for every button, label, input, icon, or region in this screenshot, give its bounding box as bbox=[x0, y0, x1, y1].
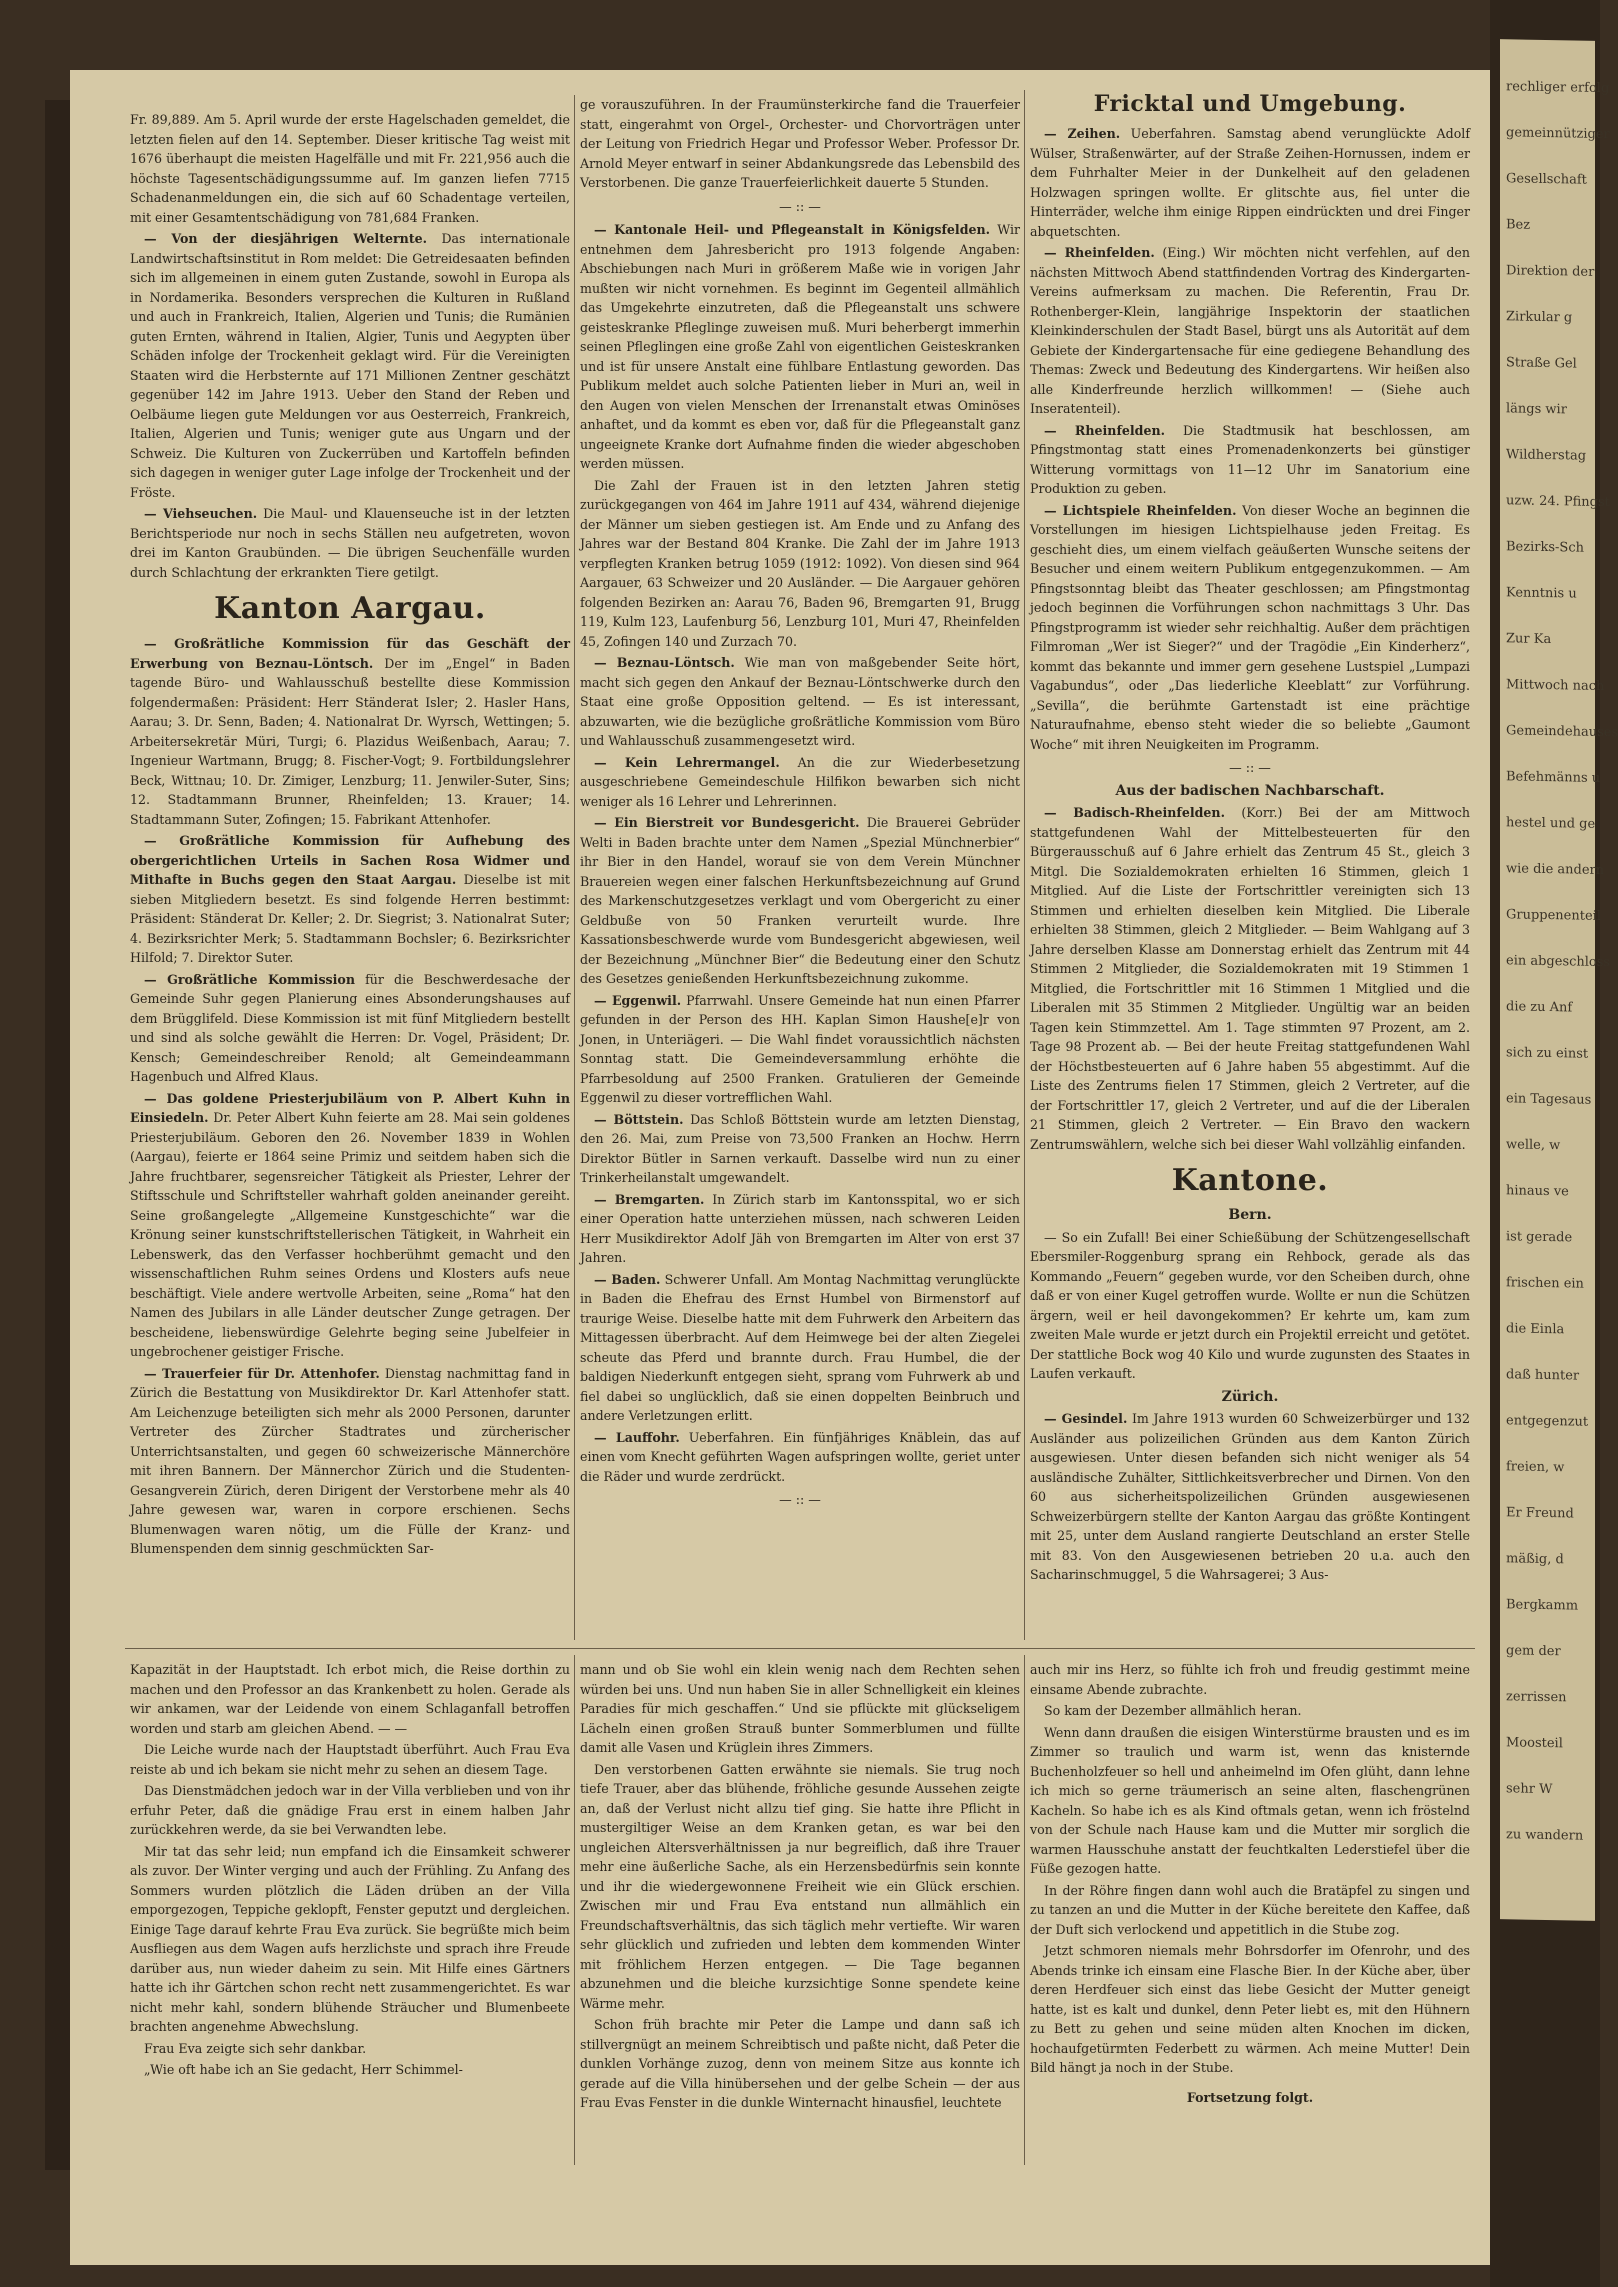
edge-text-fragment: welle, w bbox=[1506, 1137, 1561, 1154]
article-world-harvest bbox=[130, 229, 570, 502]
article-hail: Fr. 89,889. Am 5. April wurde der erste Hagelschaden gemeldet, die letzten fielen auf den 14. September. Dieser kritische Tag weist mit 1676 überhaupt die meisten Hagelfälle und mit Fr. 221,956 auch die höchste Tagesentschädigungssumme auf. Im ganzen liefen 7715 Schadenanmeldungen ein, die sich auf 60 Schadentage verteilen, mit einer Gesamtentschädigung von 781,684 Franken. bbox=[130, 112, 570, 225]
feuilleton-column-2 bbox=[580, 1660, 1020, 2165]
story-paragraph: So kam der Dezember allmählich heran. bbox=[1044, 1703, 1302, 1718]
next-page-edge bbox=[1500, 39, 1618, 1921]
column-rule-3 bbox=[574, 1655, 575, 2165]
article-lead: — Viehseuchen. bbox=[144, 506, 258, 521]
story-paragraph: Kapazität in der Hauptstadt. Ich erbot mich, die Reise dorthin zu machen und den Professor an das Krankenbett zu holen. Gerade als wir ankamen, war der Leidende von einem Schlaganfall betroffen worden und starb am gleichen Abend. — — bbox=[130, 1662, 570, 1736]
article-lead: — Von der diesjährigen Welternte. bbox=[144, 231, 428, 246]
edge-text-fragment: zerrissen bbox=[1506, 1689, 1567, 1706]
article-beznau bbox=[580, 653, 1020, 751]
story-paragraph: Den verstorbenen Gatten erwähnte sie niemals. Sie trug noch tiefe Trauer, aber das blühende, fröhliche gesunde Aussehen zeigte an, daß der Verlust nicht allzu tief ging. Sie hatte ihre Pflicht in mustergiltiger Weise an dem Kranken getan, es war bei den ungleichen Altersverhältnissen ja nur begreiflich, daß ihre Trauer mehr eine äußerliche Sache, als ein Herzensbedürfnis sein konnte und ihr die wiedergewonnene Freiheit wie ein Glück erschien. Zwischen mir und Frau Eva entstand nun allmählich ein Freundschaftsverhältnis, das sich täglich mehr vertiefte. Wir waren sehr glücklich und zufrieden und lebten dem kommenden Winter mit fröhlichem Herzen entgegen. — Die Tage begannen abzunehmen und die bleiche kurzsichtige Sonne spendete keine Wärme mehr. bbox=[580, 1761, 1020, 2011]
article-body: Das internationale Landwirtschaftsinstitut in Rom meldet: Die Getreidesaaten befinden sich im allgemeinen in einem guten Zustande, sowohl in Europa als in Nordamerika. Besonders versprechen die Kulturen in Rußland und auch in Frankreich, Italien, Algerien und Tunis; die Rumänien guten Ernten, während in Italien, Algier, Tunis und Aegypten über Schäden infolge der Trockenheit geklagt wird. Für die Vereinigten Staaten wird die Herbsternte auf 171 Millionen Zentner geschätzt gegenüber 142 im Jahre 1913. Ueber den Stand der Reben und Oelbäume liegen gute Meldungen vor aus Oesterreich, Frankreich, Italien, Algerien und Tunis; weniger gute aus Ungarn und der Schweiz. Die Kulturen von Zuckerrüben und Kartoffeln befinden sich dagegen in weniger guter Lage infolge der Trockenheit und der Fröste. bbox=[130, 231, 570, 500]
article-lead: — Zeihen. bbox=[1044, 126, 1121, 141]
article-body: Der im „Engel“ in Baden tagende Büro- und Wahlausschuß bestellte diese Kommission folgendermaßen: Präsident: Herr Ständerat Isler; 2. Hasler Hans, Aarau; 3. Dr. Senn, Baden; 4. Nationalrat Dr. Wyrsch, Wettingen; 5. Arbeitersekretär Müri, Turgi; 6. Plazidus Weißenbach, Aarau; 7. Ingenieur Wartmann, Brugg; 8. Fischer-Vogt; 9. Fortbildungslehrer Beck, Wittnau; 10. Dr. Zimiger, Lenzburg; 11. Jenwiler-Suter, Sins; 12. Stadtammann Brunner, Rheinfelden; 13. Krauer; 14. Stadtammann Suter, Zofingen; 15. Fabrikant Attenhofer. bbox=[130, 655, 571, 827]
article-lead: — Rheinfelden. bbox=[1044, 245, 1155, 260]
article-body: Dienstag nachmittag fand in Zürich die Bestattung von Musikdirektor Dr. Karl Attenhofer statt. Am Leichenzuge beteiligten sich mehr als 2000 Personen, darunter Vertreter des Zürcher Stadtrates und zürcherischer Unterrichtsanstalten, und gegen 60 schweizerische Männerchöre mit ihren Bannern. Der Männerchor Zürich und die Studenten-Gesangverein Zürich, deren Dirigent der Verstorbene mehr als 40 Jahre gewesen war, waren in corpore erschienen. Sechs Blumenwagen waren nötig, um die Fülle der Kranz- und Blumenspenden dem sinnig geschmückten Sar- bbox=[130, 1365, 571, 1556]
article-zuerich-expulsions bbox=[1030, 1409, 1470, 1585]
article-lead: — Das goldene Priesterjubiläum von P. Albert Kuhn in Einsiedeln. bbox=[130, 1090, 570, 1125]
article-lead: — Bremgarten. bbox=[594, 1191, 705, 1207]
article-lead: — Ein Bierstreit vor Bundesgericht. bbox=[594, 815, 860, 830]
separator: — :: — bbox=[779, 198, 821, 214]
story-paragraph: Schon früh brachte mir Peter die Lampe und dann saß ich stillvergnügt an meinem Schreibtisch und paßte nicht, daß Peter die dunklen Vorhänge zuzog, denn von meinem Sitze aus konnte ich gerade auf die Villa hinübersehen und der gelbe Schein — der aus Frau Evas Fenster in die dunkle Winternacht hinausfiel, leuchtete bbox=[580, 2017, 1020, 2110]
article-cinema bbox=[1030, 501, 1470, 755]
article-body: An die zur Wiederbesetzung ausgeschriebene Gemeindeschule Hilfikon bewarben sich nicht weniger als 16 Lehrer und Lehrerinnen. bbox=[580, 754, 1020, 809]
edge-text-fragment: Wildherstag bbox=[1506, 447, 1587, 464]
article-lead: — Badisch-Rheinfelden. bbox=[1044, 805, 1225, 820]
article-lead: — Trauerfeier für Dr. Attenhofer. bbox=[144, 1365, 380, 1381]
column-2 bbox=[580, 95, 1020, 1635]
section-heading-fricktal: Fricktal und Umgebung. bbox=[1093, 91, 1407, 117]
article-lead: — Kantonale Heil- und Pflegeanstalt in Königsfelden. bbox=[594, 222, 991, 237]
article-body: Schwerer Unfall. Am Montag Nachmittag verunglückte in Baden die Ehefrau des Ernst Humbel von Birmenstorf auf traurige Weise. Dieselbe hatte mit dem Fuhrwerk den Arbeitern das Mittagessen überbracht. Auf dem Heimwege bei der alten Ziegelei scheute das Pferd und brannte durch. Frau Humbel, die der baldigen Niederkunft entgegen sieht, sprang vom Fuhrwerk ab und fiel dabei so unglücklich, daß sie einen doppelten Beinbruch und andere Verletzungen erlitt. bbox=[580, 1271, 1020, 1423]
article-lead: — Eggenwil. bbox=[594, 992, 682, 1008]
story-paragraph: „Wie oft habe ich an Sie gedacht, Herr Schimmel- bbox=[144, 2062, 463, 2077]
article-rheinfelden-kindergarten bbox=[1030, 243, 1470, 419]
article-eggenwil bbox=[580, 991, 1020, 1108]
article-koenigsfelden bbox=[580, 220, 1020, 474]
edge-text-fragment: ein abgeschloss bbox=[1506, 953, 1611, 971]
edge-text-fragment: ein Tagesaus bbox=[1506, 1091, 1592, 1108]
article-boettstein bbox=[580, 1110, 1020, 1188]
article-body: Von dieser Woche an beginnen die Vorstellungen im hiesigen Lichtspielhause jeden Freitag. Es geschieht dies, um einem vielfach geäußerten Wunsche seitens der Besucher und einem weitern Publikum entgegenzukommen. — Am Pfingstsonntag bleibt das Theater geschlossen; am Pfingstmontag jedoch beginnen die Vorführungen schon nachmittags 3 Uhr. Das Pfingstprogramm ist wieder sehr reichhaltig. Außer dem prächtigen Filmroman „Wer ist Sieger?“ und der Tragödie „Ein Kinderherz“, kommt das bekannte und immer gern gesehene Lustspiel „Lumpazi Vagabundus“, oder „Das liederliche Kleeblatt“ zur Vorführung. „Sevilla“, die berühmte Gartenstadt ist eine prächtige Naturaufnahme, ebenso steht wieder die so beliebte „Gaumont Woche“ mit ihren Neuigkeiten im Programm. bbox=[1030, 502, 1470, 752]
edge-text-fragment: hinaus ve bbox=[1506, 1183, 1569, 1200]
edge-text-fragment: Er Freund bbox=[1506, 1505, 1574, 1522]
separator: — :: — bbox=[779, 1492, 821, 1507]
edge-text-fragment: Mittwoch nach bbox=[1506, 677, 1605, 694]
section-heading-kantone: Kantone. bbox=[1171, 1163, 1329, 1198]
edge-text-fragment: mäßig, d bbox=[1506, 1551, 1564, 1568]
article-lead: — Rheinfelden. bbox=[1044, 422, 1166, 438]
article-lead: — Baden. bbox=[594, 1271, 661, 1287]
article-body: (Korr.) Bei der am Mittwoch stattgefundenen Wahl der Mittelbesteuerten für den Bürgerausschuß auf 6 Jahre erhielt das Zentrum 45 St., gleich 3 Mitgl. Die Sozialdemokraten erhielten 16 Stimmen, gleich 1 Mitglied. Auf die Liste der Fortschrittler vereinigten sich 13 Stimmen und erhielten dieselben kein Mitglied. Die Liberale erhielten 38 Stimmen, gleich 2 Mitglieder. — Beim Wahlgang auf 3 Jahre derselben Klasse am Donnerstag erhielt das Zentrum mit 44 Stimmen 2 Mitglieder, die Sozialdemokraten mit 19 Stimmen 1 Mitglied, die Fortschrittler mit 16 Stimmen 1 Mitglied und die Liberalen mit 35 Stimmen 2 Mitglieder. Ungültig war an beiden Tagen kein Stimmzettel. Am 1. Tage stimmten 97 Prozent, am 2. Tage 98 Prozent ab. — Bei der heute Freitag stattgefundenen Wahl der Höchstbesteuerten auf 6 Jahre haben 55 abgestimmt. Auf die Liste des Zentrums fielen 17 Stimmen, gleich 2 Vertreter, auf die der Fortschrittler 17, gleich 2 Vertreter, und auf die der Liberalen 21 Stimmen, gleich 2 Vertreter. — Ein Bravo den wackern Zentrumswählern, welche sich bei dieser Wahl vollzählig einfanden. bbox=[1030, 805, 1470, 1152]
article-body: Wir entnehmen dem Jahresbericht pro 1913 folgende Angaben: Abschiebungen nach Muri in größerem Maße wie in vorigen Jahr mußten wir nicht vornehmen. Es beginnt im Gegenteil allmählich das Umgekehrte einzutreten, daß die Pflegeanstalt uns schwere geisteskranke Pfleglinge zuweisen muß. Muri beherbergt immerhin seinen Pfleglingen eine große Zahl von eigentlichen Geisteskranken und ist für unsere Anstalt eine fühlbare Entlastung geworden. Das Publikum meldet auch solche Patienten lieber in Muri an, weil in den Augen von vielen Menschen der Irrenanstalt etwas Ominöses anhaftet, und da kommt es eben vor, daß für die Pflegeanstalt ganz ungeeignete Kranke dort Aufnahme finden die wieder abgeschoben werden müssen. bbox=[580, 222, 1020, 471]
article-body: Die Stadtmusik hat beschlossen, am Pfingstmontag statt eines Promenadenkonzerts bei günstiger Witterung vormittags von 11—12 Uhr im Sanatorium eine Produktion zu geben. bbox=[1030, 422, 1470, 496]
article-body: Dieselbe ist mit sieben Mitgliedern besetzt. Es sind folgende Herren bestimmt: Präsident: Ständerat Dr. Keller; 2. Dr. Siegrist; 3. Nationalrat Suter; 4. Bezirksrichter Merk; 5. Stadtammann Bochsler; 6. Bezirksrichter Hilfold; 7. Direktor Suter. bbox=[130, 872, 570, 965]
edge-text-fragment: Zirkular g bbox=[1506, 309, 1573, 326]
article-baden bbox=[580, 1270, 1020, 1426]
article-body: Das Schloß Böttstein wurde am letzten Dienstag, den 26. Mai, zum Preise von 73,500 Franken an Hochw. Herrn Direktor Bütler in Sarnen verkauft. Dasselbe wird nun zu einer Trinkerheilanstalt umgewandelt. bbox=[580, 1111, 1020, 1185]
article-lead: — Gesindel. bbox=[1044, 1411, 1128, 1426]
article-body: Dr. Peter Albert Kuhn feierte am 28. Mai sein goldenes Priesterjubiläum. Geboren den 26. November 1839 in Wohlen (Aargau), feierte er 1864 seine Primiz und seitdem haben sich die Jahre fruchtbarer, segensreicher Tätigkeit als Priester, Lehrer der Stiftsschule und Schriftsteller wahrhaft golden aneinander gereiht. Seine großangelegte „Allgemeine Kunstgeschichte“ war die Krönung seiner kunstschriftstellerischen Tätigkeit, in Wahrheit ein Lebenswerk, das den Verfasser hochberühmt gemacht und den wissenschaftlichen Ruhm seines Ordens und Klosters aufs neue beschäftigt. Viele andere wertvolle Arbeiten, seine „Roma“ hat den Namen des Jubilars in alle Länder deutscher Zunge getragen. Der bescheidene, liebenswürdige Gelehrte beging seine Jubelfeier in ungebrochener geistiger Frische. bbox=[130, 1110, 570, 1359]
separator: — :: — bbox=[1229, 760, 1271, 775]
subheading-zuerich: Zürich. bbox=[1221, 1388, 1279, 1405]
article-lead: — Großrätliche Kommission für das Geschäft der Erwerbung von Beznau-Löntsch. bbox=[130, 636, 570, 671]
article-body: In Zürich starb im Kantonsspital, wo er sich einer Operation hatte unterziehen müssen, nach schweren Leiden Herr Musikdirektor Adolf Jäh von Bremgarten im Alter von erst 37 Jahren. bbox=[580, 1191, 1020, 1265]
edge-text-fragment: Bezirks-Sch bbox=[1506, 539, 1584, 556]
edge-text-fragment: Straße Gel bbox=[1506, 355, 1577, 372]
feuilleton-column-3 bbox=[1030, 1660, 1470, 2165]
edge-text-fragment: gem der bbox=[1506, 1643, 1561, 1660]
edge-text-fragment: Gruppenenteil bbox=[1506, 907, 1601, 924]
article-lead: — Großrätliche Kommission bbox=[144, 971, 355, 987]
article-body: Die Brauerei Gebrüder Welti in Baden brachte unter dem Namen „Spezial Münchnerbier“ ihr Bier in den Handel, worauf sie von dem Verein Münchner Brauereien wegen einer falschen Herkunftsbezeichnung auf Grund des Markenschutzgesetzes verklagt und vom Obergericht zu einer Geldbuße von 50 Franken verurteilt wurde. Ihre Kassationsbeschwerde wurde vom Bundesgericht abgewiesen, weil der Bezeichnung „Münchner Bier“ die Bedeutung einer den Schutz des Gesetzes genießenden Herkunftsbezeichnung zukomme. bbox=[580, 815, 1020, 986]
to-be-continued: Fortsetzung folgt. bbox=[1186, 2089, 1314, 2105]
section-heading-aargau: Kanton Aargau. bbox=[214, 591, 486, 626]
article-suhr-commission bbox=[130, 970, 570, 1087]
feuilleton-column-1 bbox=[130, 1660, 570, 2165]
edge-text-fragment: zu wandern bbox=[1506, 1827, 1584, 1844]
edge-text-fragment: wie die andern bbox=[1506, 861, 1605, 878]
article-bern-roebuck: — So ein Zufall! Bei einer Schießübung der Schützengesellschaft Ebersmiler-Roggenburg sprang ein Rehbock, gerade als das Kommando „Feuern“ gegeben wurde, vor den Scheiben durch, ohne daß er von einer Kugel getroffen wurde. Wollte er nun die Schützen ärgern, weil er heil davongekommen? Er kehrte um, kam zum zweiten Male wurde er jetzt durch ein Projektil erreicht und getötet. Der stattliche Bock wog 40 Kilo und wurde zugunsten des Staates in Laufen verkauft. bbox=[1030, 1229, 1470, 1381]
story-paragraph: In der Röhre fingen dann wohl auch die Bratäpfel zu singen und zu tanzen an und die Mutter in der Küche bereitete den Kaffee, daß der Duft sich verlockend und appetitlich in die Stube zog. bbox=[1030, 1882, 1470, 1937]
edge-text-fragment: Moosteil bbox=[1506, 1735, 1563, 1752]
article-beer-dispute bbox=[580, 813, 1020, 989]
edge-text-fragment: ist gerade bbox=[1506, 1229, 1573, 1246]
edge-text-fragment: hestel und ge bbox=[1506, 815, 1596, 832]
article-body: für die Beschwerdesache der Gemeinde Suhr gegen Planierung eines Absonderungshauses auf dem Brügglifeld. Diese Kommission ist mit fünf Mitgliedern bestellt und sind als solche gewählt die Herren: Dr. Vogel, Präsident; Dr. Kensch; Gemeindeschreiber Renold; alt Gemeindeammann Hagenbuch und Alfred Klaus. bbox=[130, 971, 570, 1084]
article-badisch-rheinfelden bbox=[1030, 803, 1470, 1154]
edge-text-fragment: längs wir bbox=[1506, 401, 1567, 418]
edge-text-fragment: rechliger erfolg bbox=[1506, 79, 1610, 97]
story-paragraph: Die Leiche wurde nach der Hauptstadt überführt. Auch Frau Eva reiste ab und ich bekam sie nicht mehr zu sehen an diesem Tage. bbox=[130, 1742, 570, 1777]
article-lead: — Beznau-Löntsch. bbox=[594, 655, 735, 670]
article-body: Im Jahre 1913 wurden 60 Schweizerbürger und 132 Ausländer aus polizeilichen Gründen aus dem Kanton Zürich ausgewiesen. Unter diesen befanden sich nicht weniger als 54 ausländische Zuhälter, Sittlichkeitsverbrecher und Dirnen. Von den 60 aus sicherheitspolizeilichen Gründen ausgewiesenen Schweizerbürgern stellte der Kanton Aargau das größte Kontingent mit 25, unter dem Ausland rangierte Deutschland an erster Stelle mit 83. Von den Ausgewiesenen betrieben 20 u.a. auch den Sacharinschmuggel, 5 die Wahrsagerei; 3 Aus- bbox=[1030, 1411, 1470, 1582]
article-body: Pfarrwahl. Unsere Gemeinde hat nun einen Pfarrer gefunden in der Person des HH. Kaplan Simon Haushe[e]r von Jonen, in Unteriägeri. — Die Wahl findet voraussichtlich nächsten Sonntag statt. Die Gemeindeversammlung erhöhte die Pfarrbesoldung auf 2500 Franken. Gratulieren der Gemeinde Eggenwil zu dieser vortrefflichen Wahl. bbox=[580, 992, 1020, 1105]
story-paragraph: Jetzt schmoren niemals mehr Bohrsdorfer im Ofenrohr, und des Abends trinke ich einsam eine Flasche Bier. In der Küche aber, über deren Herdfeuer sich einst das liebe Gesicht der Mutter geneigt hatte, ist es kalt und dunkel, denn Peter liebt es, mit den Hühnern zu Bett zu gehen und seine müden alten Knochen im dicken, hochaufgetürmten Federbett zu wärmen. Ach meine Mutter! Dein Bild hängt ja noch in der Stube. bbox=[1030, 1943, 1470, 2075]
article-lead: — Lauffohr. bbox=[594, 1429, 680, 1445]
article-lead: — Kein Lehrermangel. bbox=[594, 754, 780, 770]
edge-text-fragment: Bergkamm bbox=[1506, 1597, 1579, 1614]
edge-text-fragment: Direktion der bbox=[1506, 263, 1595, 280]
edge-text-fragment: Zur Ka bbox=[1506, 631, 1552, 648]
edge-text-fragment: frischen ein bbox=[1506, 1275, 1584, 1292]
edge-text-fragment: daß hunter bbox=[1506, 1367, 1580, 1384]
article-body: Die Maul- und Klauenseuche ist in der letzten Berichtsperiode nur noch in sechs Ställen neu aufgetreten, wovon drei im Kanton Graubünden. — Die übrigen Seuchenfälle wurden durch Schlachtung der erkrankten Tiere getilgt. bbox=[130, 506, 570, 580]
edge-text-fragment: Gesellschaft bbox=[1506, 171, 1587, 188]
article-body: Ueberfahren. Ein fünfjähriges Knäblein, das auf einen vom Knecht geführten Wagen aufspringen wollte, geriet unter die Räder und wurde zerdrückt. bbox=[580, 1429, 1021, 1484]
column-rule-1 bbox=[574, 95, 575, 1640]
article-lead: — Böttstein. bbox=[594, 1111, 684, 1127]
article-lead: — Großrätliche Kommission für Aufhebung des obergerichtlichen Urteils in Sachen Rosa Widmer und Mithafte in Buchs gegen den Staat Aargau. bbox=[130, 833, 570, 887]
article-attenhofer-funeral bbox=[130, 1364, 570, 1559]
edge-text-fragment: die Einla bbox=[1506, 1321, 1565, 1338]
article-cattle-disease bbox=[130, 504, 570, 582]
story-paragraph: Wenn dann draußen die eisigen Winterstürme brausten und es im Zimmer so traulich und warm ist, wenn das knisternde Buchenholzfeuer so hell und anheimelnd im Ofen glüht, dann lehne ich mich so gerne träumerisch an seine alten, flaschengrünen Kacheln. So habe ich es als Kind oftmals getan, wenn ich fröstelnd von der Schule nach Hause kam und die Mutter mir sorglich die warmen Hausschuhe anstatt der feuchtkalten Lederstiefel über die Füße gezogen hatte. bbox=[1030, 1724, 1470, 1876]
edge-text-fragment: Bez bbox=[1506, 217, 1531, 233]
edge-text-fragment: Kenntnis u bbox=[1506, 585, 1577, 602]
edge-text-fragment: sehr W bbox=[1506, 1781, 1553, 1798]
story-paragraph: Frau Eva zeigte sich sehr dankbar. bbox=[144, 2040, 367, 2056]
story-paragraph: mann und ob Sie wohl ein klein wenig nach dem Rechten sehen würden bei uns. Und nun haben Sie in aller Schnelligkeit ein kleines Paradies für mich geschaffen.“ Und sie pflückte mit glückseligem Lächeln einen großen Strauß bunter Sommerblumen und füllte damit alle Vasen und Krüglein ihres Zimmers. bbox=[580, 1662, 1020, 1755]
edge-text-fragment: freien, w bbox=[1506, 1459, 1565, 1476]
edge-text-fragment: Befehmänns u bbox=[1506, 769, 1601, 786]
column-3 bbox=[1030, 90, 1470, 1635]
article-kuhn-jubilee bbox=[130, 1089, 570, 1362]
article-widmer-commission bbox=[130, 831, 570, 968]
subheading-bern: Bern. bbox=[1228, 1207, 1272, 1223]
edge-text-fragment: uzw. 24. Pfingst bbox=[1506, 493, 1610, 511]
column-1 bbox=[130, 110, 570, 1650]
article-rheinfelden-music bbox=[1030, 421, 1470, 499]
article-body: (Eing.) Wir möchten nicht verfehlen, auf den nächsten Mittwoch Abend stattfindenden Vortrag des Kindergarten-Vereins aufmerksam zu machen. Die Referentin, Frau Dr. Rothenberger-Klein, langjährige Inspektorin der staatlichen Kleinkinderschulen der Stadt Basel, bürgt uns als Autorität auf dem Gebiete der Kindergartensache für eine gediegene Behandlung des Themas: Zweck und Bedeutung des Kindergartens. Wir heißen also alle Kinderfreunde herzlich willkommen! — (Siehe auch Inseratenteil). bbox=[1030, 245, 1470, 416]
subheading-baden-neighbors: Aus der badischen Nachbarschaft. bbox=[1115, 782, 1385, 799]
story-paragraph: Mir tat das sehr leid; nun empfand ich die Einsamkeit schwerer als zuvor. Der Winter verging und auch der Frühling. Zu Anfang des Sommers wurden plötzlich die Läden drüben an der Villa emporgezogen, Teppiche geklopft, Fenster geputzt und dergleichen. Einige Tage darauf kehrte Frau Eva zurück. Sie begrüßte mich beim Ausfliegen aus dem Wagen aufs herzlichste und sprach ihre Freude darüber aus, nun wieder daheim zu sein. Mit Hilfe eines Gärtners hatte ich ihr Gärtchen schon recht nett zusammengerichtet. Es war nicht mehr kahl, sondern blühende Sträucher und Blumenbeete brachten angenehme Abwechslung. bbox=[130, 1843, 570, 2034]
edge-text-fragment: die zu Anf bbox=[1506, 999, 1573, 1016]
story-paragraph: auch mir ins Herz, so fühlte ich froh und freudig gestimmt meine einsame Abende zubrachte. bbox=[1030, 1662, 1470, 1697]
article-bremgarten bbox=[580, 1190, 1020, 1268]
article-zeihen bbox=[1030, 124, 1470, 241]
article-attenhofer-cont: ge vorauszuführen. In der Fraumünsterkirche fand die Trauerfeier statt, eingerahmt von Orgel-, Orchester- und Chorvorträgen unter der Leitung von Friedrich Hegar und Professor Weber. Professor Dr. Arnold Meyer entwarf in seiner Abdankungsrede das Lebensbild des Verstorbenen. Die ganze Trauerfeierlichkeit dauerte 5 Stunden. bbox=[580, 97, 1020, 190]
article-beznau-commission bbox=[130, 634, 570, 829]
edge-text-fragment: sich zu einst bbox=[1506, 1045, 1589, 1062]
article-lead: — Lichtspiele Rheinfelden. bbox=[1044, 502, 1237, 518]
article-koenigsfelden-stats: Die Zahl der Frauen ist in den letzten Jahren stetig zurückgegangen von 464 im Jahre 1911 auf 434, während diejenige der Männer um sieben gestiegen ist. Am Ende und zu Anfang des Jahres war der Bestand 804 Kranke. Die Zahl der im Jahre 1913 verpflegten Kranken betrug 1059 (1912: 1092). Von diesen sind 964 Aargauer, 63 Schweizer und 20 Ausländer. — Die Aargauer gehören folgenden Bezirken an: Aarau 76, Baden 96, Bremgarten 91, Brugg 119, Kulm 123, Laufenburg 56, Lenzburg 101, Muri 47, Rheinfelden 45, Zofingen 140 und Zurzach 70. bbox=[580, 477, 1020, 649]
edge-text-fragment: entgegenzut bbox=[1506, 1413, 1589, 1430]
story-paragraph: Das Dienstmädchen jedoch war in der Villa verblieben und von ihr erfuhr Peter, daß die gnädige Frau erst in einem halben Jahr zurückkehren werde, da sie bei Verwandten lebe. bbox=[130, 1783, 570, 1837]
column-rule-4 bbox=[1024, 1655, 1025, 2165]
column-rule-2 bbox=[1024, 90, 1025, 1640]
article-lauffohr bbox=[580, 1428, 1020, 1487]
edge-text-fragment: Gemeindehauses bbox=[1506, 723, 1618, 741]
article-teachers bbox=[580, 753, 1020, 812]
article-body: Wie man von maßgebender Seite hört, macht sich gegen den Ankauf der Beznau-Löntschwerke durch den Staat eine große Opposition geltend. — Es ist interessant, abzuwarten, wie die bezügliche großrätliche Kommission vom Büro und Wahlausschuß zusammengesetzt wird. bbox=[580, 655, 1020, 748]
article-body: Ueberfahren. Samstag abend verunglückte Adolf Wülser, Straßenwärter, auf der Straße Zeihen-Hornussen, indem er dem Fuhrhalter Meier in der Dunkelheit auf den geladenen Holzwagen springen wollte. Er glitschte aus, fiel unter die Hinterräder, welche ihm einige Rippen eindrückten und drei Finger abquetschten. bbox=[1030, 126, 1470, 239]
edge-text-fragment: gemeinnütziger bbox=[1506, 125, 1610, 143]
